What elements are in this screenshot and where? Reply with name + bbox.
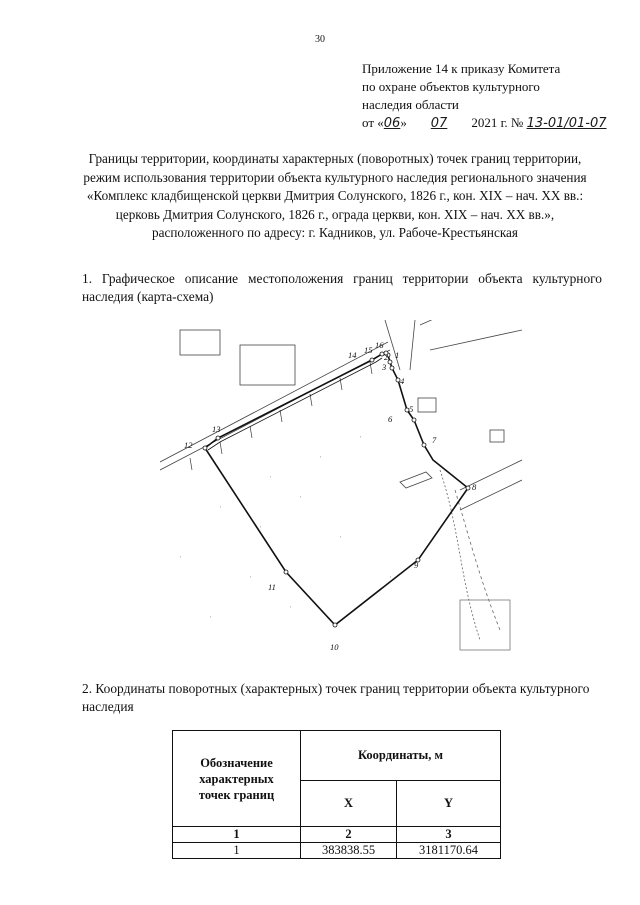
handwritten-month: 07 xyxy=(430,116,448,131)
map-point-label: 11 xyxy=(268,582,276,592)
svg-text:': ' xyxy=(220,506,222,512)
svg-text:': ' xyxy=(180,556,182,562)
svg-text:': ' xyxy=(290,606,292,612)
map-point-label: 6 xyxy=(388,414,393,424)
boundary-map xyxy=(160,320,522,660)
cell-y: 3181170.64 xyxy=(397,843,501,859)
map-point-label: 16 xyxy=(375,340,384,350)
quote-close: » xyxy=(400,115,407,130)
map-point-label: 9 xyxy=(414,560,419,570)
section-2-heading: 2. Координаты поворотных (характерных) точек границ территории объекта культурного наследия xyxy=(82,681,590,714)
map-point-label: 8 xyxy=(472,482,477,492)
column-number-1: 1 xyxy=(173,827,301,843)
cell-x: 383838.55 xyxy=(301,843,397,859)
appendix-line-2: по охране объектов культурного xyxy=(362,79,540,94)
map-point-label: 4 xyxy=(400,376,405,386)
page-number: 30 xyxy=(315,34,325,45)
coordinates-table xyxy=(172,730,501,859)
document-title: Границы территории, координаты характерных (поворотных) точек границ территории, режим использования территории объекта культурного наследия регионального значения «Комплекс кладбищенской церкви Дмитрия Солунского, 1826 г., кон. XIX – нач. XX вв.: церковь Дмитрия Солунского, 1826 г., ограда церкви, кон. XIX – нач. XX вв.», расположенного по адресу: г. Кадников, ул. Рабоче-Крестьянская xyxy=(83,151,587,240)
column-number-3: 3 xyxy=(397,827,501,843)
handwritten-day: 06 xyxy=(383,116,401,131)
appendix-header xyxy=(362,60,622,133)
header-designation: Обозначение характерных точек границ xyxy=(173,731,301,827)
svg-text:': ' xyxy=(250,576,252,582)
svg-text:': ' xyxy=(270,476,272,482)
appendix-date-row xyxy=(362,114,622,133)
header-y: Y xyxy=(397,781,501,827)
svg-text:': ' xyxy=(300,496,302,502)
map-point-label: 3 xyxy=(382,362,387,372)
appendix-line-1: Приложение 14 к приказу Комитета xyxy=(362,61,561,76)
cell-point: 1 xyxy=(173,843,301,859)
map-point-label: 10 xyxy=(330,642,339,652)
map-point-label: 2 xyxy=(384,352,389,362)
column-number-2: 2 xyxy=(301,827,397,843)
handwritten-number: 13-01/01-07 xyxy=(526,116,607,131)
header-coordinates: Координаты, м xyxy=(301,731,501,781)
map-point-label: 5 xyxy=(409,404,414,414)
svg-text:': ' xyxy=(320,456,322,462)
svg-text:': ' xyxy=(260,526,262,532)
svg-text:': ' xyxy=(390,576,392,582)
map-point-label: 1 xyxy=(395,350,400,360)
svg-text:': ' xyxy=(360,436,362,442)
header-x: X xyxy=(301,781,397,827)
map-point-label: 15 xyxy=(364,345,373,355)
table-row xyxy=(173,843,501,859)
date-prefix: от « xyxy=(362,115,384,130)
map-point-label: 7 xyxy=(432,435,437,445)
year-text: 2021 г. № xyxy=(471,115,524,130)
map-point-label: 12 xyxy=(184,440,193,450)
appendix-line-3: наследия области xyxy=(362,97,459,112)
svg-text:': ' xyxy=(210,616,212,622)
svg-text:': ' xyxy=(340,536,342,542)
map-point-label: 13 xyxy=(212,424,221,434)
section-1-heading: 1. Графическое описание местоположения границ территории объекта культурного наследия (карта-схема) xyxy=(82,271,602,304)
map-point-label: 14 xyxy=(348,350,357,360)
